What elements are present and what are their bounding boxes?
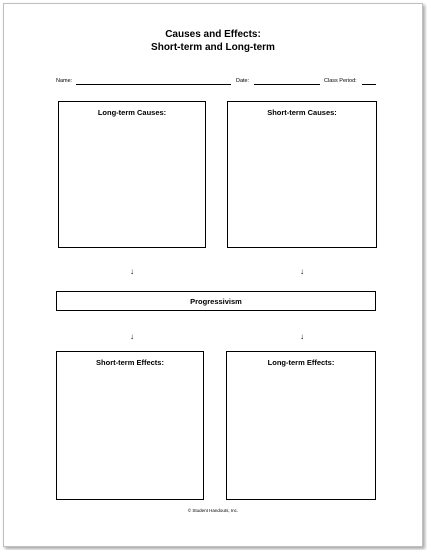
copyright-footer: © Student Handouts, Inc. (187, 508, 239, 513)
long-term-effects-box (226, 351, 376, 500)
date-label: Date: (236, 78, 250, 84)
arrow-down-icon: ↓ (300, 332, 304, 341)
short-term-effects-box (56, 351, 204, 500)
short-term-effects-label: Short-term Effects: (96, 358, 164, 367)
title-line-1: Causes and Effects: (165, 29, 261, 40)
arrow-down-icon: ↓ (130, 332, 134, 341)
long-term-causes-label: Long-term Causes: (97, 108, 167, 117)
short-term-causes-box (227, 101, 377, 248)
short-term-causes-label: Short-term Causes: (267, 108, 337, 117)
long-term-effects-label: Long-term Effects: (267, 358, 335, 367)
long-term-causes-box (58, 101, 206, 248)
name-line (76, 84, 231, 85)
class-period-label: Class Period: (324, 78, 357, 84)
center-topic-bar (56, 291, 376, 311)
center-topic-label: Progressivism (190, 297, 242, 306)
title-line-2: Short-term and Long-term (151, 42, 275, 53)
worksheet-title (4, 28, 422, 54)
class-period-line (362, 84, 376, 85)
arrow-down-icon: ↓ (130, 267, 134, 276)
worksheet-page (3, 3, 423, 547)
name-label: Name: (56, 78, 73, 84)
arrow-down-icon: ↓ (300, 267, 304, 276)
date-line (254, 84, 320, 85)
